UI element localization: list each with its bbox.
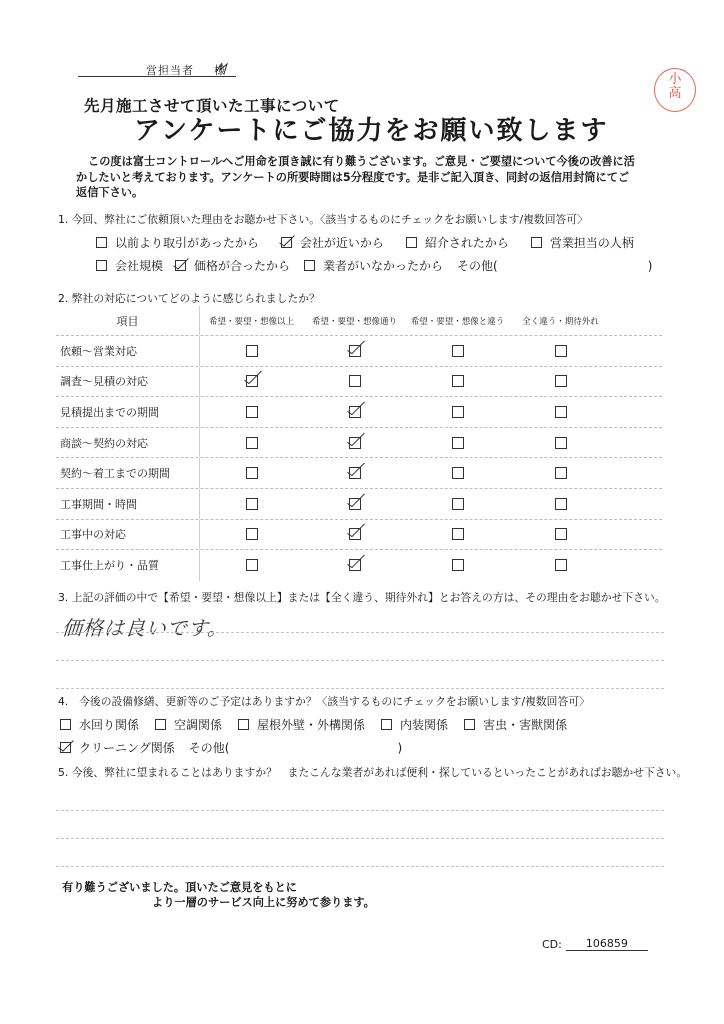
q4-option[interactable] [464,716,567,733]
closing-line: より一層のサービス向上に努めて参ります。 [152,896,375,909]
rating-checkbox[interactable] [452,437,464,449]
rating-checkbox[interactable] [246,498,258,510]
option-label: 屋根外壁・外構関係 [257,718,366,732]
table-row [56,458,662,489]
closing-message [62,880,375,910]
seal-stamp-icon [654,68,696,112]
checkbox[interactable] [304,260,315,271]
rating-checkbox[interactable] [246,528,258,540]
rating-checkbox[interactable] [452,559,464,571]
q1-other[interactable] [457,257,652,274]
rating-checkbox-checked[interactable] [349,559,361,571]
q5-answer-area[interactable] [60,790,660,810]
checkbox[interactable] [238,719,249,730]
rating-checkbox[interactable] [452,498,464,510]
rating-checkbox[interactable] [555,437,567,449]
seal-text-top: 小 [668,72,682,87]
rating-checkbox[interactable] [555,406,567,418]
survey-subtitle: 先月施工させて頂いた工事について [84,97,340,115]
table-row [56,428,662,459]
staff-suffix: 様 [214,64,225,77]
option-label: 水回り関係 [79,718,140,732]
rating-checkbox[interactable] [555,498,567,510]
table-header-row [56,306,662,336]
rating-checkbox[interactable] [452,375,464,387]
other-label: その他( [188,741,230,755]
rating-checkbox-checked[interactable] [349,467,361,479]
checkbox[interactable] [531,237,542,248]
option-label: クリーニング関係 [79,741,175,755]
table-row [56,489,662,520]
checkbox[interactable] [96,237,107,248]
rating-checkbox-checked[interactable] [349,406,361,418]
rating-checkbox[interactable] [246,559,258,571]
q1-options-row-2 [96,257,670,274]
rating-checkbox[interactable] [555,528,567,540]
table-row [56,550,662,581]
option-label: 会社が近いから [299,236,384,250]
row-label: 工事期間・時間 [56,489,200,519]
other-close: ) [397,740,403,755]
option-label: 紹介されたから [424,236,509,250]
table-row [56,520,662,551]
checkbox-checked[interactable] [175,260,186,271]
intro-paragraph [76,154,656,201]
q4-options-row-2 [60,739,420,756]
option-label: 害虫・害獣関係 [483,718,568,732]
option-label: 営業担当の人柄 [549,236,634,250]
answer-line [56,838,664,839]
rating-checkbox[interactable] [555,559,567,571]
other-label: その他( [457,259,498,273]
option-label: 会社規模 [115,259,164,273]
q4-option[interactable] [381,716,448,733]
column-header: 全く違う・期待外れ [522,316,599,327]
q4-option[interactable] [238,716,365,733]
checkbox[interactable] [406,237,417,248]
rating-checkbox[interactable] [452,345,464,357]
rating-checkbox[interactable] [246,345,258,357]
rating-checkbox-checked[interactable] [349,498,361,510]
q1-option[interactable] [175,257,290,274]
q4-option[interactable] [60,739,175,756]
rating-checkbox-checked[interactable] [246,375,258,387]
table-row [56,397,662,428]
q3-answer-handwritten[interactable]: 価格は良いです。 [61,616,230,640]
option-label: 価格が合ったから [194,259,291,273]
closing-line: 有り難うございました。頂いたご意見をもとに [62,881,297,894]
survey-title: アンケートにご協力をお願い致します [134,116,609,146]
checkbox-checked[interactable] [281,237,292,248]
q1-option[interactable] [281,234,384,251]
q4-title: 4. 今後の設備修繕、更新等のご予定はありますか？〈該当するものにチェックをお願いします/複数回答可〉 [58,695,590,708]
row-label: 工事仕上がり・品質 [56,550,200,581]
row-label: 工事中の対応 [56,520,200,550]
q1-option[interactable] [406,234,509,251]
q4-option[interactable] [60,716,139,733]
checkbox[interactable] [96,260,107,271]
q2-title: 2. 弊社の対応についてどのように感じられましたか？ [58,292,320,305]
intro-line: かしたいと考えております。アンケートの所要時間は5分程度です。是非ご記入頂き、同封の返信用封筒にてご [76,170,630,184]
q5-title: 5. 今後、弊社に望まれることはありますか？ またこんな業者があれば便利・探しているといったことがあればお聴かせ下さい。 [58,766,688,779]
cd-value: 106859 [566,937,648,951]
rating-checkbox-checked[interactable] [349,528,361,540]
option-label: 以前より取引があったから [115,236,259,250]
rating-checkbox[interactable] [246,467,258,479]
checkbox[interactable] [464,719,475,730]
rating-checkbox[interactable] [452,528,464,540]
rating-checkbox-checked[interactable] [349,437,361,449]
row-label: 契約～着工までの期間 [56,458,200,488]
seal-text-bottom: 高 [668,86,682,101]
answer-line [56,810,664,811]
option-label: 内装関係 [400,718,449,732]
rating-checkbox[interactable] [452,406,464,418]
q1-options-row-1 [96,234,652,251]
row-label: 調査～見積の対応 [56,367,200,397]
table-row [56,336,662,367]
checkbox-checked[interactable] [60,742,71,753]
intro-line: この度は富士コントロールへご用命を頂き誠に有り難うございます。ご意見・ご要望について今後の改善に活 [88,155,635,168]
rating-checkbox[interactable] [349,375,361,387]
row-label: 見積提出までの期間 [56,397,200,427]
row-label: 商談～契約の対応 [56,428,200,458]
cd-label: CD: [542,938,562,951]
answer-line [56,866,664,867]
q1-option[interactable] [96,234,259,251]
q1-option[interactable] [304,257,443,274]
rating-checkbox[interactable] [555,467,567,479]
table-row [56,367,662,398]
answer-line [56,660,664,661]
row-label: 依頼～営業対応 [56,336,200,366]
signature-scribble-icon [214,60,230,76]
staff-label: 営担当者 [146,64,194,77]
rating-checkbox[interactable] [555,345,567,357]
q1-option[interactable] [531,234,634,251]
intro-line: 返信下さい。 [76,186,144,199]
rating-checkbox[interactable] [246,406,258,418]
rating-checkbox[interactable] [246,437,258,449]
rating-checkbox[interactable] [555,375,567,387]
column-header: 希望・要望・想像通り [311,316,397,327]
column-header: 項目 [56,306,200,335]
option-label: 業者がいなかったから [323,259,444,273]
q4-option[interactable] [155,716,222,733]
column-header: 希望・要望・想像以上 [208,316,294,327]
column-header: 希望・要望・想像と違う [410,316,505,327]
option-label: 空調関係 [174,718,223,732]
other-close: ) [647,258,653,273]
q4-other[interactable] [189,739,402,756]
q4-options-row-1 [60,716,585,733]
checkbox[interactable] [155,719,166,730]
customer-code [542,937,648,951]
answer-line [56,632,664,633]
q3-title: 3. 上記の評価の中で【希望・要望・想像以上】または【全く違う、期待外れ】とお答えの方は、その理由をお聴かせ下さい。 [58,591,666,604]
rating-table [56,306,662,581]
q1-option[interactable] [96,257,163,274]
q1-title: 1. 今回、弊社にご依頼頂いた理由をお聴かせ下さい。〈該当するものにチェックをお願いします/複数回答可〉 [58,213,588,226]
rating-checkbox-checked[interactable] [349,345,361,357]
rating-checkbox[interactable] [452,467,464,479]
checkbox[interactable] [60,719,71,730]
answer-line [56,688,664,689]
checkbox[interactable] [381,719,392,730]
